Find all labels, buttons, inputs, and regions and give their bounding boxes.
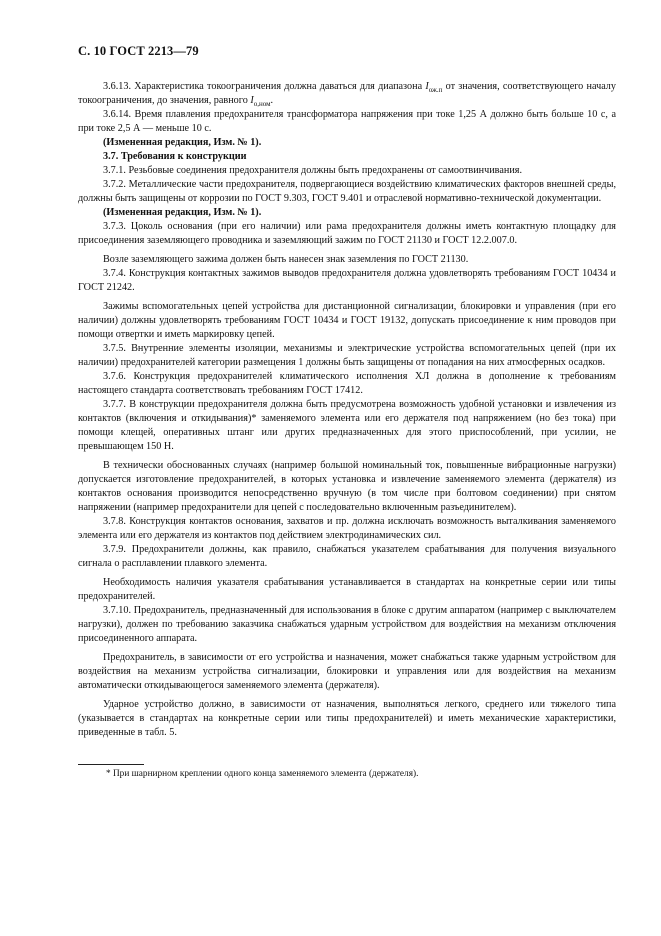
page-header: С. 10 ГОСТ 2213—79: [78, 44, 199, 58]
paragraph-3-7-3: 3.7.3. Цоколь основания (при его наличии) или рама предохранителя должны иметь контактную площадку для присоединения заземляющего проводника и заземляющий зажим по ГОСТ 21130 и ГОСТ 12.2.007.0.: [78, 221, 616, 246]
paragraph-3-7-4-cont: Зажимы вспомогательных цепей устройства для дистанционной сигнализации, блокировки и управления (при его наличии) должны удовлетворять требованиям ГОСТ 10434 и ГОСТ 19132, допускать присоединение к ним проводов при помощи отвертки и иметь маркировку цепей.: [78, 301, 616, 340]
paragraph-3-7-6: 3.7.6. Конструкция предохранителей климатического исполнения ХЛ должна в дополнение к требованиям настоящего стандарта соответствовать требованиям ГОСТ 17412.: [78, 371, 616, 396]
paragraph-3-7-8: 3.7.8. Конструкция контактов основания, захватов и пр. должна исключать возможность выталкивания заменяемого элемента или его держателя из контактов под действием электродинамических сил.: [78, 516, 616, 541]
paragraph-3-7-7-cont: В технически обоснованных случаях (например большой номинальный ток, повышенные вибрационные нагрузки) допускается изготовление предохранителей, в которых установка и извлечение заменяемого элемента (держателя) из контактов основания производится непосредственно вручную (в том числе при болтовом соединении) при снятом напряжении (например предохранители для цепей с последовательно включенным разъединителем).: [78, 460, 616, 513]
paragraph-3-7-1: 3.7.1. Резьбовые соединения предохранителя должны быть предохранены от самоотвинчивания.: [103, 165, 523, 176]
document-page: [78, 44, 616, 781]
paragraph-3-7-7: 3.7.7. В конструкции предохранителя должна быть предусмотрена возможность удобной установки и извлечения из контактов (включения и откидывания)* заменяемого элемента или его держателя под напряжением (но без тока) при помощи клещей, оперативных штанг или других предназначенных для этого приспособлений, при усилии, не превышающем 150 Н.: [78, 399, 616, 452]
paragraph-3-7-3-cont: Возле заземляющего зажима должен быть нанесен знак заземления по ГОСТ 21130.: [103, 254, 469, 265]
paragraph-3-7-10: 3.7.10. Предохранитель, предназначенный для использования в блоке с другим аппаратом (например с выключателем нагрузки), должен по требованию заказчика снабжаться ударным устройством для воздействия на механизм отключения присоединенного аппарата.: [78, 605, 616, 644]
amendment-note: (Измененная редакция, Изм. № 1).: [103, 207, 262, 218]
paragraph-3-6-13: 3.6.13. Характеристика токоограничения должна даваться для диапазона $I_{ож.п}$ от значения, соответствующего началу токоограничения, до значения, равного $I_{о,ном}$.: [78, 81, 616, 109]
paragraph-3-7-10-cont2: Ударное устройство должно, в зависимости от назначения, выполняться легкого, среднего или тяжелого типа (указывается в стандартах на конкретные серии или типы предохранителей) и иметь механические характеристики, приведенные в табл. 5.: [78, 699, 616, 738]
paragraph-3-7-9: 3.7.9. Предохранители должны, как правило, снабжаться указателем срабатывания для получения визуального сигнала о расплавлении плавкого элемента.: [78, 544, 616, 569]
paragraph-3-7-10-cont: Предохранитель, в зависимости от его устройства и назначения, может снабжаться также ударным устройством для воздействия на механизм устройства сигнализации, блокировки и управления или для воздействия на механизм автоматически откидывающегося заменяемого элемента (держателя).: [78, 652, 616, 691]
amendment-note: (Измененная редакция, Изм. № 1).: [103, 137, 262, 148]
section-heading: 3.7. Требования к конструкции: [103, 151, 247, 162]
body-text: [78, 80, 616, 740]
paragraph-3-7-4: 3.7.4. Конструкция контактных зажимов выводов предохранителя должна удовлетворять требованиям ГОСТ 10434 и ГОСТ 21242.: [78, 268, 616, 293]
paragraph-3-7-5: 3.7.5. Внутренние элементы изоляции, механизмы и электрические устройства вспомогательных цепей (при их наличии) предохранителей категории размещения 1 должны быть защищены от попадания на них атмосферных осадков.: [78, 343, 616, 368]
footnote-divider: [78, 764, 144, 765]
paragraph-3-7-2: 3.7.2. Металлические части предохранителя, подвергающиеся воздействию климатических факторов внешней среды, должны быть защищены от коррозии по ГОСТ 9.303, ГОСТ 9.401 и отраслевой нормативно-технической документации.: [78, 179, 616, 204]
paragraph-3-6-14: 3.6.14. Время плавления предохранителя трансформатора напряжения при токе 1,25 А должно быть больше 10 с, а при токе 2,5 А — меньше 10 с.: [78, 109, 616, 134]
footnote: * При шарнирном креплении одного конца заменяемого элемента (держателя).: [106, 769, 419, 779]
paragraph-3-7-9-cont: Необходимость наличия указателя срабатывания устанавливается в стандартах на конкретные серии или типы предохранителей.: [78, 577, 616, 602]
